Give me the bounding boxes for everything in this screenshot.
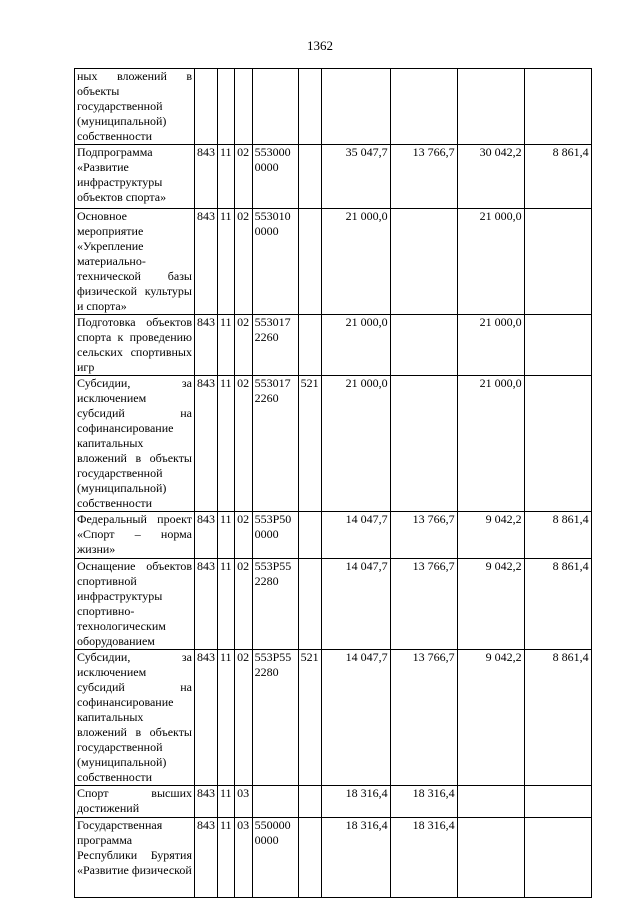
subsection-code-cell xyxy=(234,69,252,145)
target-article-line: 2280 xyxy=(254,574,279,588)
amount-cell: 21 000,0 xyxy=(457,209,524,315)
subsection-code-cell: 02 xyxy=(234,376,252,512)
budget-table xyxy=(74,68,592,898)
row-name-cell: Основное мероприятие «Укрепление материально-технической базы физической культуры и спорта» xyxy=(75,209,195,315)
target-article-line: 553P55 xyxy=(254,650,292,664)
expense-type-cell xyxy=(298,559,321,650)
subsection-code-cell: 02 xyxy=(234,209,252,315)
org-code-cell: 843 xyxy=(195,559,218,650)
row-name-cell: Государственная программа Республики Бурятия «Развитие физической xyxy=(75,818,195,898)
amount-cell xyxy=(524,69,591,145)
amount-cell xyxy=(390,315,457,376)
page-number: 1362 xyxy=(307,38,333,53)
section-code-cell xyxy=(218,69,235,145)
target-article-line: 2280 xyxy=(254,665,279,679)
amount-cell: 21 000,0 xyxy=(321,376,390,512)
amount-cell: 9 042,2 xyxy=(457,650,524,786)
amount-cell xyxy=(390,209,457,315)
target-article-line: 553P55 xyxy=(254,559,292,573)
section-code-cell: 11 xyxy=(218,315,235,376)
subsection-code-cell: 02 xyxy=(234,559,252,650)
target-article-cell xyxy=(252,209,298,315)
amount-cell xyxy=(390,376,457,512)
row-name-cell: Субсидии, за исключением субсидий на софинансирование капитальных вложений в объекты государственной (муниципальной) собственности xyxy=(75,650,195,786)
amount-cell: 13 766,7 xyxy=(390,512,457,559)
org-code-cell: 843 xyxy=(195,376,218,512)
target-article-line: 553017 xyxy=(254,376,291,390)
target-article-line: 2260 xyxy=(254,391,279,405)
table-row xyxy=(75,650,592,786)
table-row xyxy=(75,315,592,376)
table-row xyxy=(75,512,592,559)
amount-cell: 18 316,4 xyxy=(321,786,390,818)
amount-cell xyxy=(524,376,591,512)
row-name-cell: Спорт высших достижений xyxy=(75,786,195,818)
amount-cell: 21 000,0 xyxy=(321,315,390,376)
target-article-line: 553000 xyxy=(254,145,291,159)
section-code-cell: 11 xyxy=(218,376,235,512)
amount-cell: 13 766,7 xyxy=(390,650,457,786)
expense-type-cell: 521 xyxy=(298,376,321,512)
amount-cell: 13 766,7 xyxy=(390,559,457,650)
expense-type-cell xyxy=(298,209,321,315)
section-code-cell: 11 xyxy=(218,512,235,559)
table-row xyxy=(75,786,592,818)
row-name-cell: Федеральный проект «Спорт – норма жизни» xyxy=(75,512,195,559)
table-row xyxy=(75,145,592,209)
row-name-cell: Подпрограмма «Развитие инфраструктуры объектов спорта» xyxy=(75,145,195,209)
section-code-cell: 11 xyxy=(218,818,235,898)
target-article-cell xyxy=(252,315,298,376)
amount-cell xyxy=(321,69,390,145)
row-name-cell: Подготовка объектов спорта к проведению сельских спортивных игр xyxy=(75,315,195,376)
section-code-cell: 11 xyxy=(218,786,235,818)
amount-cell: 30 042,2 xyxy=(457,145,524,209)
target-article-cell xyxy=(252,145,298,209)
org-code-cell: 843 xyxy=(195,818,218,898)
amount-cell: 21 000,0 xyxy=(321,209,390,315)
amount-cell: 14 047,7 xyxy=(321,650,390,786)
target-article-line: 553P50 xyxy=(254,512,292,526)
expense-type-cell xyxy=(298,512,321,559)
amount-cell: 13 766,7 xyxy=(390,145,457,209)
org-code-cell: 843 xyxy=(195,650,218,786)
subsection-code-cell: 02 xyxy=(234,512,252,559)
target-article-line: 553010 xyxy=(254,209,291,223)
amount-cell: 18 316,4 xyxy=(321,818,390,898)
amount-cell xyxy=(457,786,524,818)
org-code-cell: 843 xyxy=(195,512,218,559)
org-code-cell: 843 xyxy=(195,315,218,376)
section-code-cell: 11 xyxy=(218,209,235,315)
amount-cell xyxy=(524,209,591,315)
row-name-cell: Субсидии, за исключением субсидий на софинансирование капитальных вложений в объекты государственной (муниципальной) собственности xyxy=(75,376,195,512)
amount-cell xyxy=(457,69,524,145)
target-article-cell xyxy=(252,818,298,898)
amount-cell xyxy=(390,69,457,145)
section-code-cell: 11 xyxy=(218,559,235,650)
table-row xyxy=(75,376,592,512)
target-article-cell xyxy=(252,69,298,145)
expense-type-cell xyxy=(298,145,321,209)
expense-type-cell xyxy=(298,818,321,898)
target-article-line: 0000 xyxy=(254,224,279,238)
section-code-cell: 11 xyxy=(218,145,235,209)
amount-cell xyxy=(524,786,591,818)
org-code-cell xyxy=(195,69,218,145)
target-article-cell xyxy=(252,376,298,512)
target-article-line: 0000 xyxy=(254,833,279,847)
amount-cell: 8 861,4 xyxy=(524,145,591,209)
org-code-cell: 843 xyxy=(195,209,218,315)
subsection-code-cell: 02 xyxy=(234,650,252,786)
org-code-cell: 843 xyxy=(195,145,218,209)
amount-cell: 21 000,0 xyxy=(457,376,524,512)
target-article-line: 0000 xyxy=(254,527,279,541)
table-row xyxy=(75,209,592,315)
amount-cell: 8 861,4 xyxy=(524,650,591,786)
amount-cell: 35 047,7 xyxy=(321,145,390,209)
amount-cell: 9 042,2 xyxy=(457,512,524,559)
target-article-line: 550000 xyxy=(254,818,291,832)
row-name-cell: Оснащение объектов спортивной инфраструктуры спортивно-технологическим оборудованием xyxy=(75,559,195,650)
target-article-line: 0000 xyxy=(254,160,279,174)
subsection-code-cell: 03 xyxy=(234,818,252,898)
target-article-line: 2260 xyxy=(254,330,279,344)
target-article-cell xyxy=(252,512,298,559)
expense-type-cell xyxy=(298,315,321,376)
amount-cell xyxy=(457,818,524,898)
target-article-cell xyxy=(252,559,298,650)
row-name-cell: ных вложений в объекты государственной (муниципальной) собственности xyxy=(75,69,195,145)
target-article-cell xyxy=(252,650,298,786)
target-article-cell xyxy=(252,786,298,818)
amount-cell: 21 000,0 xyxy=(457,315,524,376)
amount-cell xyxy=(524,818,591,898)
amount-cell: 9 042,2 xyxy=(457,559,524,650)
table-row xyxy=(75,69,592,145)
amount-cell: 18 316,4 xyxy=(390,818,457,898)
table-row xyxy=(75,818,592,898)
subsection-code-cell: 02 xyxy=(234,315,252,376)
target-article-line: 553017 xyxy=(254,315,291,329)
amount-cell: 18 316,4 xyxy=(390,786,457,818)
amount-cell: 14 047,7 xyxy=(321,559,390,650)
section-code-cell: 11 xyxy=(218,650,235,786)
subsection-code-cell: 02 xyxy=(234,145,252,209)
org-code-cell: 843 xyxy=(195,786,218,818)
amount-cell: 8 861,4 xyxy=(524,559,591,650)
subsection-code-cell: 03 xyxy=(234,786,252,818)
amount-cell: 14 047,7 xyxy=(321,512,390,559)
amount-cell xyxy=(524,315,591,376)
table-row xyxy=(75,559,592,650)
expense-type-cell xyxy=(298,69,321,145)
expense-type-cell: 521 xyxy=(298,650,321,786)
expense-type-cell xyxy=(298,786,321,818)
amount-cell: 8 861,4 xyxy=(524,512,591,559)
